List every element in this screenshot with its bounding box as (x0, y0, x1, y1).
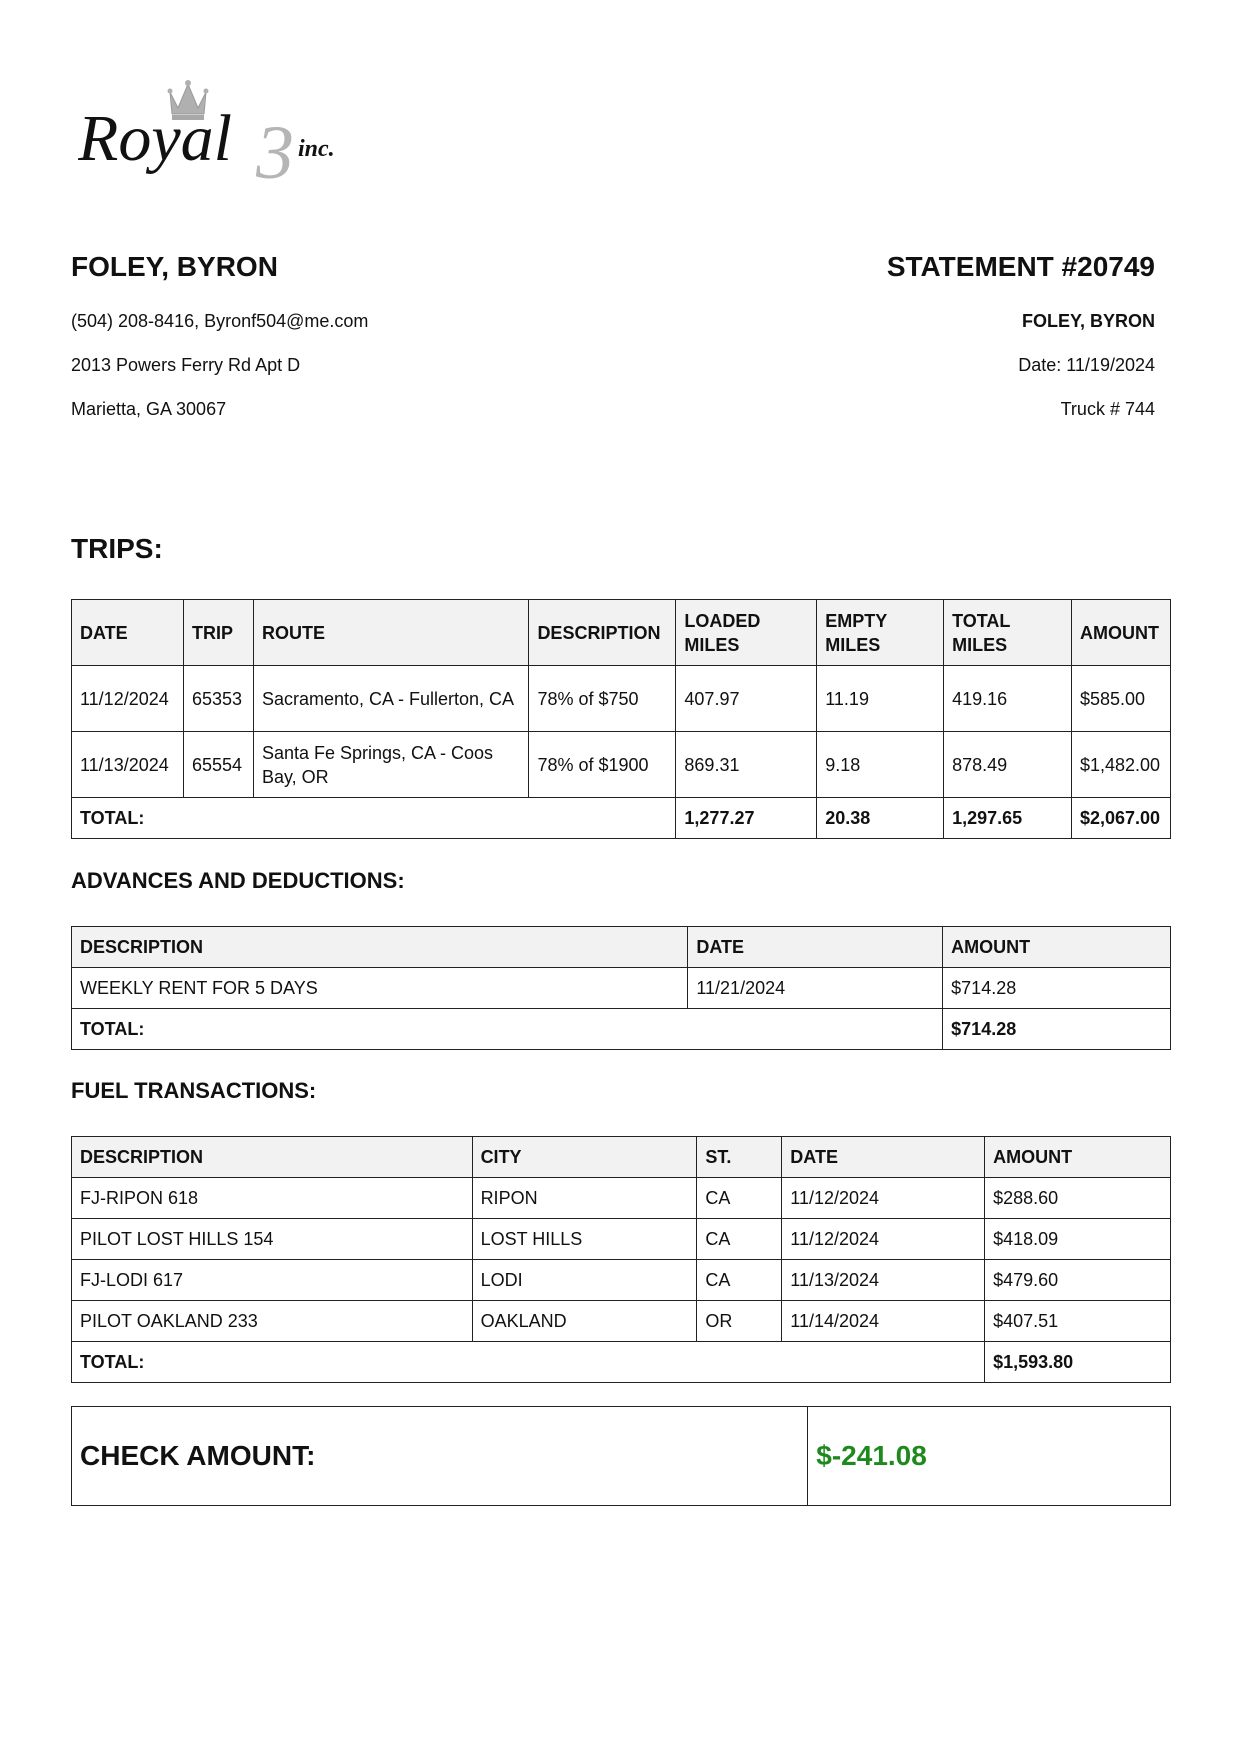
cell-date: 11/14/2024 (782, 1301, 985, 1342)
cell-amount: $407.51 (985, 1301, 1171, 1342)
cell-state: CA (697, 1178, 782, 1219)
col-header-description: DESCRIPTION (72, 1137, 473, 1178)
table-row (72, 1178, 1171, 1219)
cell-amount: $1,482.00 (1071, 732, 1170, 798)
cell-loaded-miles: 407.97 (676, 666, 817, 732)
col-header-total-miles: TOTAL MILES (944, 600, 1072, 666)
table-row (72, 1219, 1171, 1260)
trips-section-title: TRIPS: (71, 533, 163, 564)
cell-description: FJ-RIPON 618 (72, 1178, 473, 1219)
statement-truck: Truck # 744 (1060, 399, 1155, 419)
advances-section-title: ADVANCES AND DEDUCTIONS: (71, 868, 405, 893)
cell-description: PILOT LOST HILLS 154 (72, 1219, 473, 1260)
check-amount-label: CHECK AMOUNT: (72, 1407, 808, 1506)
total-row (72, 798, 1171, 839)
total-amount: $714.28 (943, 1009, 1171, 1050)
col-header-city: CITY (472, 1137, 697, 1178)
table-header-row (72, 600, 1171, 666)
cell-total-miles: 878.49 (944, 732, 1072, 798)
col-header-date: DATE (688, 927, 943, 968)
cell-state: OR (697, 1301, 782, 1342)
cell-description: PILOT OAKLAND 233 (72, 1301, 473, 1342)
logo-brand-text: Royal (78, 102, 232, 175)
statement-name: FOLEY, BYRON (1021, 311, 1155, 331)
fuel-section-title: FUEL TRANSACTIONS: (71, 1078, 317, 1103)
total-label: TOTAL: (72, 1009, 943, 1050)
total-loaded-miles: 1,277.27 (676, 798, 817, 839)
cell-trip: 65554 (183, 732, 253, 798)
cell-city: OAKLAND (472, 1301, 697, 1342)
cell-empty-miles: 11.19 (817, 666, 944, 732)
col-header-empty-miles: EMPTY MILES (817, 600, 944, 666)
table-row (72, 1260, 1171, 1301)
statement-info (595, 250, 1155, 419)
col-header-state: ST. (697, 1137, 782, 1178)
fuel-table (71, 1136, 1171, 1383)
table-row (72, 666, 1171, 732)
driver-address-line1: 2013 Powers Ferry Rd Apt D (71, 355, 301, 375)
driver-address-line2: Marietta, GA 30067 (71, 399, 227, 419)
cell-description: FJ-LODI 617 (72, 1260, 473, 1301)
col-header-amount: AMOUNT (943, 927, 1171, 968)
driver-info (71, 250, 631, 419)
check-amount-box (71, 1406, 1171, 1506)
cell-route: Santa Fe Springs, CA - Coos Bay, OR (253, 732, 528, 798)
total-row (72, 1342, 1171, 1383)
cell-date: 11/12/2024 (782, 1178, 985, 1219)
total-amount: $2,067.00 (1071, 798, 1170, 839)
cell-city: LOST HILLS (472, 1219, 697, 1260)
cell-state: CA (697, 1219, 782, 1260)
table-row (72, 1301, 1171, 1342)
table-header-row (72, 927, 1171, 968)
cell-city: LODI (472, 1260, 697, 1301)
col-header-loaded-miles: LOADED MILES (676, 600, 817, 666)
trips-table (71, 599, 1171, 839)
col-header-route: ROUTE (253, 600, 528, 666)
total-row (72, 1009, 1171, 1050)
col-header-amount: AMOUNT (1071, 600, 1170, 666)
statement-title: STATEMENT #20749 (886, 251, 1155, 282)
table-header-row (72, 1137, 1171, 1178)
logo-suffix-text: inc. (298, 136, 335, 162)
total-label: TOTAL: (72, 1342, 985, 1383)
cell-city: RIPON (472, 1178, 697, 1219)
driver-name: FOLEY, BYRON (71, 251, 278, 282)
total-miles: 1,297.65 (944, 798, 1072, 839)
cell-loaded-miles: 869.31 (676, 732, 817, 798)
col-header-description: DESCRIPTION (529, 600, 676, 666)
statement-date: Date: 11/19/2024 (1018, 355, 1155, 375)
cell-description: 78% of $750 (529, 666, 676, 732)
cell-empty-miles: 9.18 (817, 732, 944, 798)
crown-logo-icon (78, 78, 378, 188)
cell-route: Sacramento, CA - Fullerton, CA (253, 666, 528, 732)
table-row (72, 968, 1171, 1009)
cell-trip: 65353 (183, 666, 253, 732)
advances-table (71, 926, 1171, 1050)
col-header-date: DATE (72, 600, 184, 666)
col-header-date: DATE (782, 1137, 985, 1178)
col-header-trip: TRIP (183, 600, 253, 666)
cell-date: 11/13/2024 (782, 1260, 985, 1301)
driver-contact: (504) 208-8416, Byronf504@me.com (71, 311, 369, 331)
cell-amount: $288.60 (985, 1178, 1171, 1219)
logo-mark-text: 3 (256, 111, 294, 188)
company-logo (78, 78, 378, 188)
cell-amount: $418.09 (985, 1219, 1171, 1260)
cell-date: 11/21/2024 (688, 968, 943, 1009)
total-amount: $1,593.80 (985, 1342, 1171, 1383)
check-amount-value: $-241.08 (808, 1407, 1171, 1506)
cell-date: 11/12/2024 (782, 1219, 985, 1260)
total-empty-miles: 20.38 (817, 798, 944, 839)
cell-date: 11/12/2024 (72, 666, 184, 732)
cell-total-miles: 419.16 (944, 666, 1072, 732)
total-label: TOTAL: (72, 798, 676, 839)
col-header-description: DESCRIPTION (72, 927, 688, 968)
check-amount-row (72, 1407, 1171, 1506)
cell-amount: $479.60 (985, 1260, 1171, 1301)
cell-state: CA (697, 1260, 782, 1301)
cell-amount: $585.00 (1071, 666, 1170, 732)
col-header-amount: AMOUNT (985, 1137, 1171, 1178)
cell-date: 11/13/2024 (72, 732, 184, 798)
table-row (72, 732, 1171, 798)
cell-description: 78% of $1900 (529, 732, 676, 798)
cell-description: WEEKLY RENT FOR 5 DAYS (72, 968, 688, 1009)
cell-amount: $714.28 (943, 968, 1171, 1009)
